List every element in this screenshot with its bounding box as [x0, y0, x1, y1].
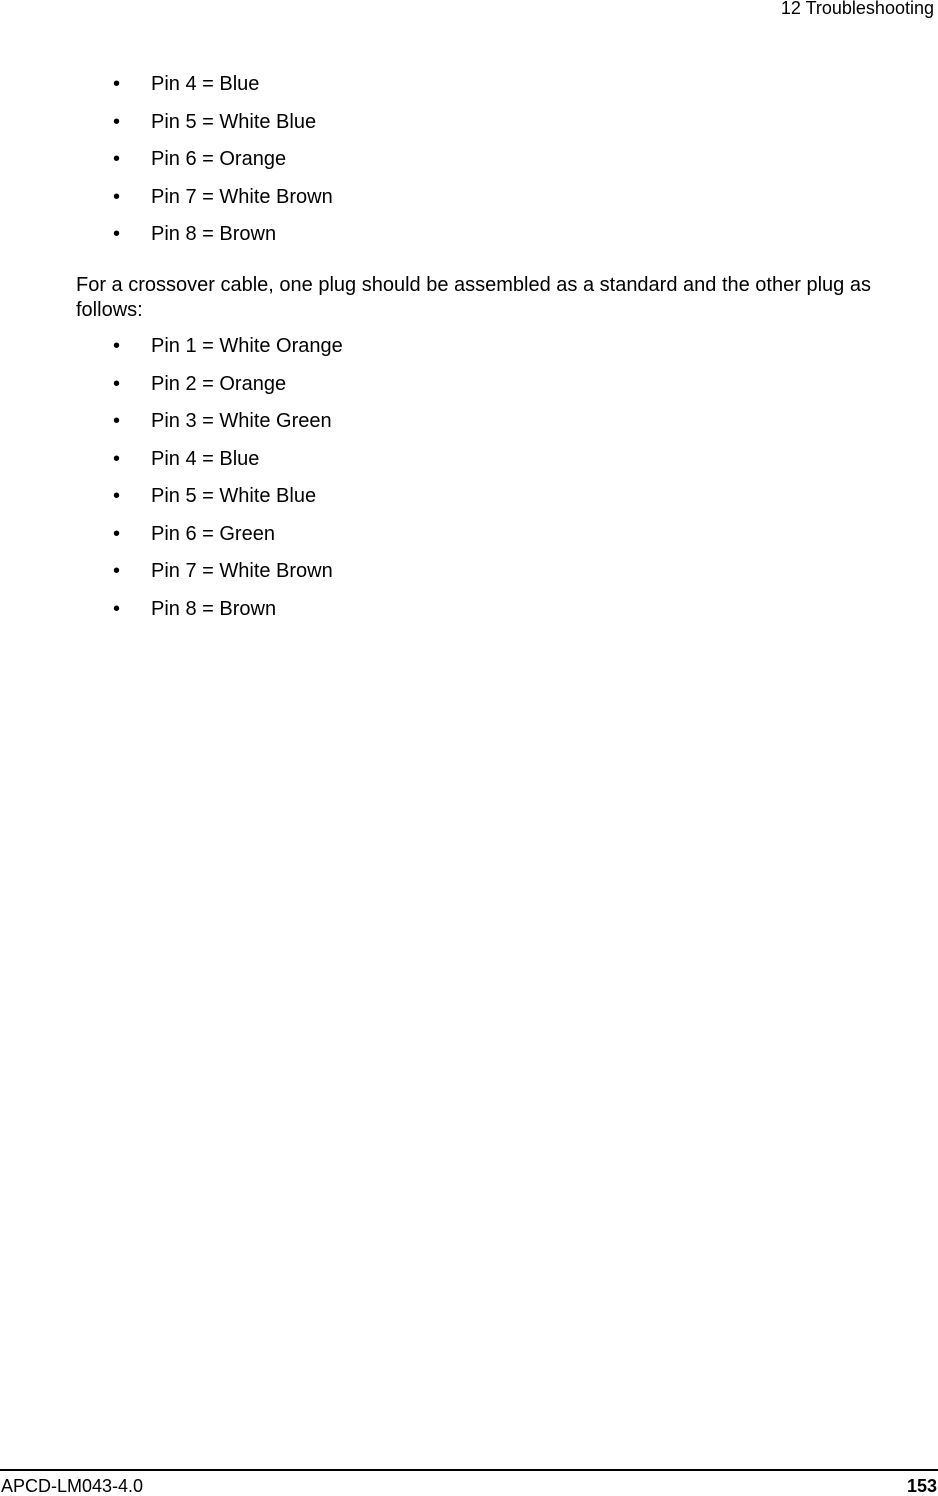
bullet-icon: • — [113, 372, 121, 395]
list-item-text: Pin 7 = White Brown — [151, 185, 333, 208]
bullet-icon: • — [113, 110, 121, 133]
footer-page-number: 153 — [906, 1476, 937, 1496]
bullet-icon: • — [113, 223, 121, 245]
list-item-text: Pin 8 = Brown — [151, 597, 277, 620]
list-item-text: Pin 2 = Orange — [151, 372, 287, 395]
bullet-icon: • — [113, 447, 121, 470]
list-item-text: Pin 3 = White Green — [151, 410, 332, 432]
bullet-icon: • — [113, 560, 121, 582]
footer-document-id: APCD-LM043-4.0 — [1, 1476, 144, 1496]
crossover-intro-paragraph: For a crossover cable, one plug should be assembled as a standard and the other plug as follows: — [76, 274, 871, 321]
list-item-text: Pin 4 = Blue — [151, 73, 260, 95]
list-item-text: Pin 6 = Green — [151, 522, 275, 545]
running-header: 12 Troubleshooting — [780, 0, 934, 18]
bullet-icon: • — [113, 597, 121, 620]
list-item-text: Pin 1 = White Orange — [151, 335, 343, 357]
bullet-icon: • — [113, 410, 121, 432]
list-item-text: Pin 5 = White Blue — [151, 485, 317, 507]
list-item-text: Pin 6 = Orange — [151, 148, 287, 170]
list-item-text: Pin 8 = Brown — [151, 223, 277, 245]
bullet-icon: • — [113, 185, 121, 208]
list-item-text: Pin 4 = Blue — [151, 447, 260, 470]
bullet-icon: • — [113, 148, 121, 170]
bullet-icon: • — [113, 522, 121, 545]
bullet-icon: • — [113, 73, 121, 95]
footer-divider — [0, 1469, 938, 1471]
bullet-icon: • — [113, 335, 121, 357]
bullet-icon: • — [113, 485, 121, 507]
list-item-text: Pin 7 = White Brown — [151, 560, 333, 582]
list-item-text: Pin 5 = White Blue — [151, 110, 317, 133]
